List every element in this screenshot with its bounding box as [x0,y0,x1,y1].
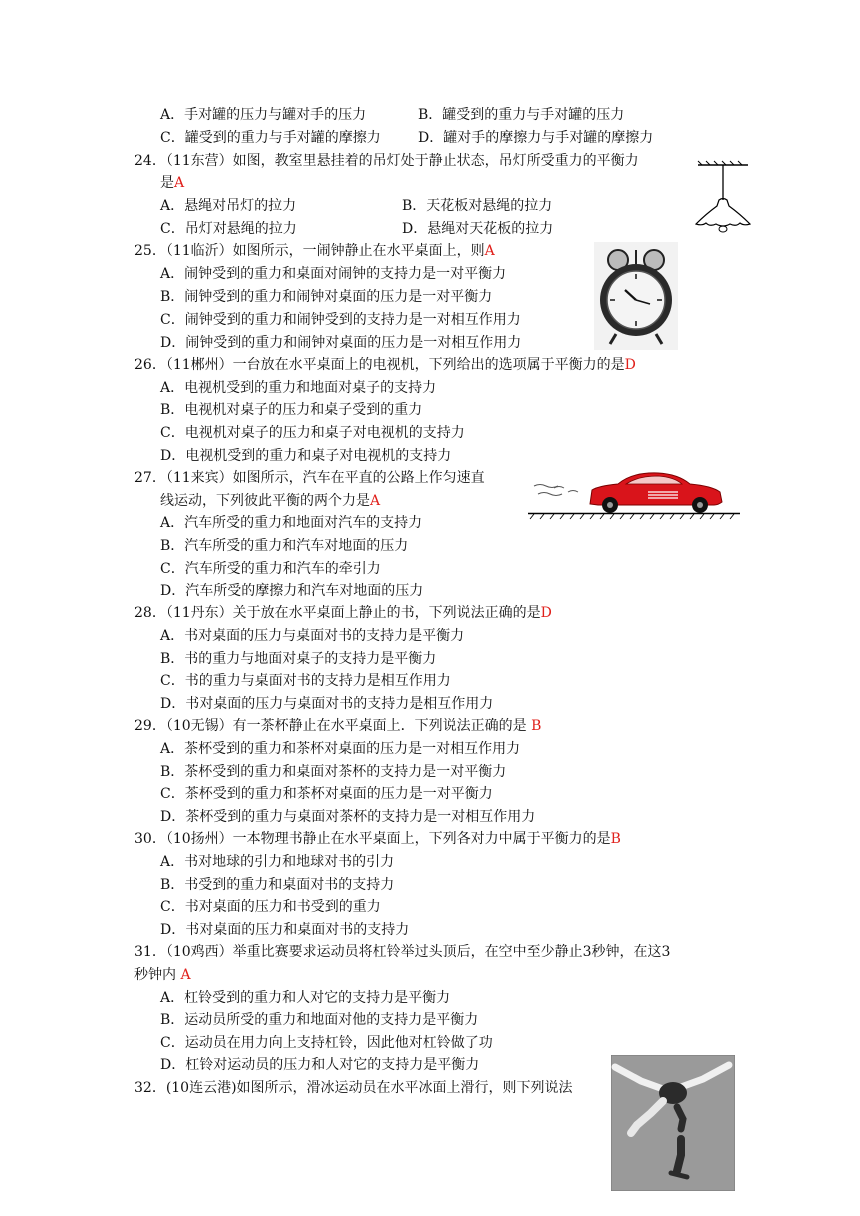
q23-option-a: A．手对罐的压力与罐对手的压力 [160,107,367,123]
q24-option-a: A．悬绳对吊灯的拉力 [160,198,297,214]
q31-stem: 31．（10鸡西）举重比赛要求运动员将杠铃举过头顶后，在空中至少静止3秒钟，在这3 [134,944,671,960]
q31-option-a: A．杠铃受到的重力和人对它的支持力是平衡力 [160,990,451,1006]
q30-option-b: B．书受到的重力和桌面对书的支持力 [160,877,395,893]
q24-option-b: B．天花板对悬绳的拉力 [402,198,553,214]
q27-option-b: B．汽车所受的重力和汽车对地面的压力 [160,538,409,554]
q23-option-c: C．罐受到的重力与手对罐的摩擦力 [160,130,381,146]
q24-stem: 24．（11东营）如图，教室里悬挂着的吊灯处于静止状态，吊灯所受重力的平衡力 [134,153,639,169]
q29-option-a: A．茶杯受到的重力和茶杯对桌面的压力是一对相互作用力 [160,741,521,757]
q28-answer: D [540,605,552,621]
q27-option-c: C．汽车所受的重力和汽车的牵引力 [160,561,381,577]
q32-stem: 32．(10连云港)如图所示，滑冰运动员在水平冰面上滑行，则下列说法 [134,1080,573,1096]
q31-option-c: C．运动员在用力向上支持杠铃，因此他对杠铃做了功 [160,1035,493,1051]
q31-option-d: D．杠铃对运动员的压力和人对它的支持力是平衡力 [160,1057,480,1073]
q29-option-b: B．茶杯受到的重力和桌面对茶杯的支持力是一对平衡力 [160,764,507,780]
q24-answer: A [174,175,185,191]
q24-option-d: D．悬绳对天花板的拉力 [402,221,554,237]
alarm-clock-figure [594,242,678,350]
q28-option-a: A．书对桌面的压力与桌面对书的支持力是平衡力 [160,628,465,644]
q27-option-a: A．汽车所受的重力和地面对汽车的支持力 [160,515,423,531]
q24-option-c: C．吊灯对悬绳的拉力 [160,221,297,237]
q30-option-d: D．书对桌面的压力和桌面对书的支持力 [160,922,410,938]
q29-answer: B [531,718,542,734]
q23-option-b: B．罐受到的重力与手对罐的压力 [418,107,625,123]
q29-stem: 29．（10无锡）有一茶杯静止在水平桌面上．下列说法正确的是 B [134,718,542,734]
q28-option-c: C．书的重力与桌面对书的支持力是相互作用力 [160,673,451,689]
q26-option-a: A．电视机受到的重力和地面对桌子的支持力 [160,380,437,396]
q25-option-d: D．闹钟受到的重力和闹钟对桌面的压力是一对相互作用力 [160,335,522,351]
q25-option-c: C．闹钟受到的重力和闹钟受到的支持力是一对相互作用力 [160,312,521,328]
q25-stem: 25．（11临沂）如图所示，一闹钟静止在水平桌面上，则A [134,243,495,259]
q26-answer: D [624,357,636,373]
q31-stem-cont: 秒钟内 A [134,967,191,983]
q30-option-c: C．书对桌面的压力和书受到的重力 [160,899,381,915]
q24-stem-cont: 是A [160,175,185,191]
q27-stem-cont: 线运动，下列彼此平衡的两个力是A [160,493,381,509]
q25-answer: A [484,243,495,259]
skater-figure [611,1055,735,1191]
q28-option-d: D．书对桌面的压力与桌面对书的支持力是相互作用力 [160,696,494,712]
q25-option-a: A．闹钟受到的重力和桌面对闹钟的支持力是一对平衡力 [160,266,507,282]
q30-option-a: A．书对地球的引力和地球对书的引力 [160,854,395,870]
q30-stem: 30．（10扬州）一本物理书静止在水平桌面上，下列各对力中属于平衡力的是B [134,831,621,847]
q27-answer: A [370,493,381,509]
q26-stem: 26．（11郴州）一台放在水平桌面上的电视机，下列给出的选项属于平衡力的是D [134,357,636,373]
q31-option-b: B．运动员所受的重力和地面对他的支持力是平衡力 [160,1012,479,1028]
hanging-lamp-figure [688,160,760,240]
q25-option-b: B．闹钟受到的重力和闹钟对桌面的压力是一对平衡力 [160,289,493,305]
q27-option-d: D．汽车所受的摩擦力和汽车对地面的压力 [160,583,424,599]
q26-option-c: C．电视机对桌子的压力和桌子对电视机的支持力 [160,425,465,441]
q29-option-c: C．茶杯受到的重力和茶杯对桌面的压力是一对平衡力 [160,786,493,802]
q26-option-b: B．电视机对桌子的压力和桌子受到的重力 [160,402,423,418]
q31-answer: A [180,967,191,983]
q28-stem: 28．（11丹东）关于放在水平桌面上静止的书，下列说法正确的是D [134,605,552,621]
q27-stem: 27．（11来宾）如图所示，汽车在平直的公路上作匀速直 [134,470,485,486]
q26-option-d: D．电视机受到的重力和桌子对电视机的支持力 [160,448,452,464]
q28-option-b: B．书的重力与地面对桌子的支持力是平衡力 [160,651,437,667]
q29-option-d: D．茶杯受到的重力与桌面对茶杯的支持力是一对相互作用力 [160,809,536,825]
q23-option-d: D．罐对手的摩擦力与手对罐的摩擦力 [418,130,654,146]
car-figure [528,464,740,520]
q30-answer: B [610,831,621,847]
